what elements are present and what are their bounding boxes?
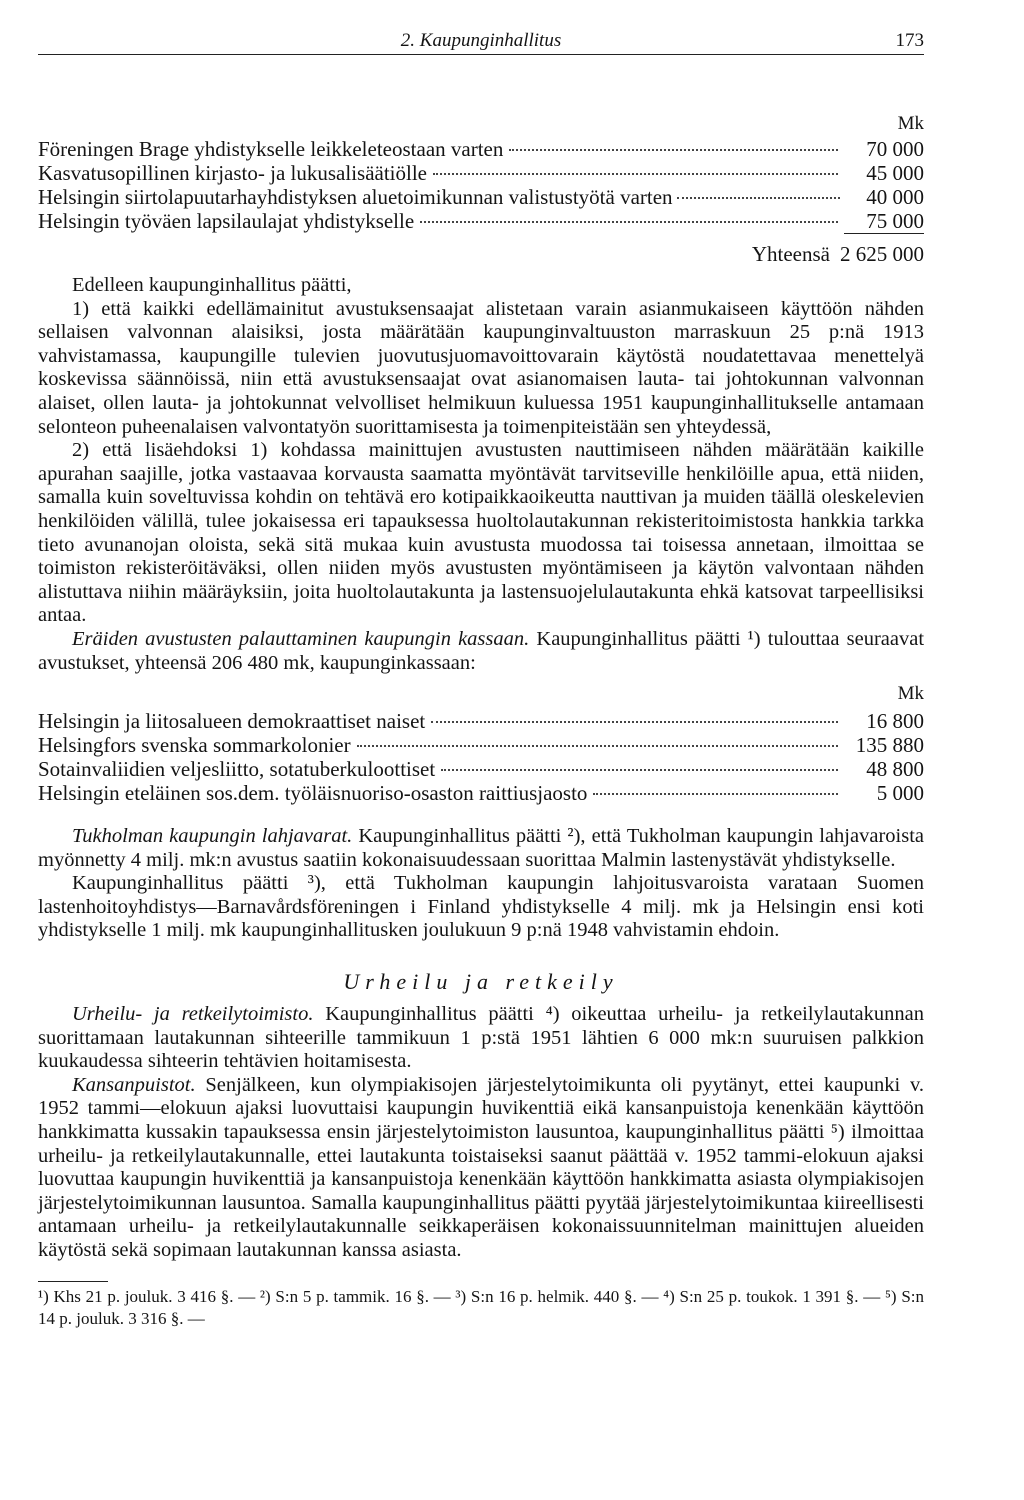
- paragraph: 2) että lisäehdoksi 1) kohdassa mainittujen avustusten nauttimiseen nähden määrätään kaikille apurahan saajille, jotka vastaavaa korvausta saamatta myöntävät tarvitseville henkilöille apua, että niiden, samalla kuin soveltuvissa kohdin on tehtävä ero kotipaikkaoikeutta nauttivan ja muiden täällä oleskelevien henkilöiden välillä, tulee jokaisessa eri tapauksessa huoltolautakunnan rekisteritoimistosta hankkia tarkka tieto avunanojan oloista, sekä sitä mukaa kuin avustusta muodossa tai toisessa annetaan, ilmoittaa se toimiston rekisteröitäväksi, ollen niiden myös avustusten myöntämiseen ja käytön valvontaan nähden alistuttava niihin määräyksiin, joita huoltolautakunta ja lastensuojelulautakunta ehkä katsovat tarpeellisiksi antaa.: [38, 439, 924, 627]
- total-label: Yhteensä: [751, 242, 830, 266]
- table1-total: [38, 242, 924, 266]
- table-row: [38, 209, 924, 234]
- table-row: [38, 161, 924, 185]
- row-label: Helsingin työväen lapsilaulajat yhdistykselle: [38, 209, 415, 233]
- table-row: [38, 137, 924, 161]
- footnote-rule: [38, 1281, 108, 1282]
- returned-grants-table: [38, 709, 924, 805]
- leader-dots: [433, 173, 838, 175]
- paragraph: [38, 1074, 924, 1263]
- paragraph: [38, 1003, 924, 1074]
- page-number: 173: [895, 30, 924, 51]
- paragraph: [38, 825, 924, 872]
- paragraph: Edelleen kaupunginhallitus päätti,: [72, 274, 352, 296]
- paragraph-title: Urheilu- ja retkeilytoimisto.: [72, 1003, 314, 1026]
- row-amount: 135 880: [855, 733, 924, 758]
- paragraph: Kaupunginhallitus päätti ³), että Tukholman kaupungin lahjoitusvaroista varataan Suomen lastenhoitoyhdistys—Barnavårdsföreningen i Finland yhdistykselle 4 milj. mk ja Helsingin ensi koti yhdistykselle 1 milj. mk kaupunginhallitusken joulukuun 9 p:nä 1948 vahvistamin ehdoin.: [38, 872, 924, 942]
- table2-unit: Mk: [897, 683, 924, 705]
- paragraph-title: Kansanpuistot.: [72, 1073, 196, 1096]
- paragraph: [38, 628, 924, 675]
- leader-dots: [593, 793, 838, 795]
- table-row: [38, 781, 924, 805]
- leader-dots: [677, 197, 840, 199]
- row-label: Helsingin siirtolapuutarhayhdistyksen aluetoimikunnan valistustyötä varten: [38, 185, 673, 209]
- row-label: Helsingfors svenska sommarkolonier: [38, 733, 351, 758]
- grants-table: [38, 137, 924, 234]
- row-amount: 48 800: [866, 757, 924, 782]
- row-amount: 40 000: [866, 185, 924, 209]
- row-label: Sotainvaliidien veljesliitto, sotatuberkuloottiset: [38, 757, 436, 782]
- row-label: Kasvatusopillinen kirjasto- ja lukusalisäätiölle: [38, 161, 428, 185]
- table-row: [38, 185, 924, 209]
- leader-dots: [509, 149, 838, 151]
- paragraph-text: Kaupunginhallitus päätti ²), että Tukholman kaupungin lahjavaroista myönnetty 4 milj. mk:n avustus saatiin kokonaisuudessaan suorittaa Malmin lastenystävät yhdistykselle.: [38, 825, 924, 871]
- row-amount: 75 000: [844, 209, 924, 234]
- paragraph-text: Kaupunginhallitus päätti ¹) tulouttaa seuraavat avustukset, yhteensä 206 480 mk, kaupunginkassaan:: [38, 627, 925, 674]
- row-amount: 70 000: [866, 137, 924, 161]
- row-label: Föreningen Brage yhdistykselle leikkeleteostaan varten: [38, 137, 504, 161]
- leader-dots: [357, 745, 838, 747]
- row-amount: 45 000: [866, 161, 924, 185]
- row-amount: 5 000: [876, 781, 924, 806]
- total-amount: 2 625 000: [840, 242, 924, 266]
- row-amount: 16 800: [866, 709, 924, 734]
- paragraph-text: Kaupunginhallitus päätti ⁴) oikeuttaa urheilu- ja retkeilylautakunnan suorittamaan lautakunnan sihteerille tammikuun 1 p:stä 1951 lähtien 6 000 mk:n suuruisen palkkion kuukaudessa sihteerin tehtävien hoitamisesta.: [38, 1003, 924, 1073]
- paragraph: 1) että kaikki edellämainitut avustuksensaajat alistetaan varain asianmukaiseen käyttöön nähden sellaisen valvonnan alaisiksi, josta määrätään kaupunginvaltuuston marraskuun 25 p:nä 1913 vahvistamassa, kaupungille tulevien juovutusjuomavoittovarain käytöstä noudatettavaa menettelyä koskevissa säännöissä, niin että avustuksensaajat ovat asianomaisen lauta- tai johtokunnan valvonnan alaiset, ollen lauta- ja johtokunnat velvolliset helmikuun kuluessa 1951 kaupunginhallitukselle antamaan selonteon puheenalaisen valvontatyön suorittamisesta ja toimenpiteistään sen yhteydessä,: [38, 297, 924, 438]
- row-label: Helsingin eteläinen sos.dem. työläisnuoriso-osaston raittiusjaosto: [38, 781, 588, 806]
- table-row: [38, 757, 924, 781]
- leader-dots: [441, 769, 838, 771]
- paragraph-title: Eräiden avustusten palauttaminen kaupungin kassaan.: [72, 627, 530, 650]
- paragraph-text: Senjälkeen, kun olympiakisojen järjestelytoimikunta oli pyytänyt, ettei kaupunki v. 1952 tammi—elokuun ajaksi luovuttaisi kaupungin huvikenttiä eikä kansanpuistoja kenenkään käyttöön hankkimatta kussakin tapauksessa ensin järjestelytoimiston lausuntoa, kaupunginhallitus päätti ⁵) ilmoittaa urheilu- ja retkeilylautakunnalle, ettei lautakunta toistaiseksi saanut päättää v. 1952 tammi-elokuun ajaksi luovuttaa kaupungin huvikenttiä ja kansanpuistoja kenenkään käyttöön hankkimatta asiasta olympiakisojen järjestelytoimikunnan lausuntoa. Samalla kaupunginhallitus päätti pyytää järjestelytoimikuntaa kiireellisesti antamaan urheilu- ja retkeilylautakunnalle seikkaperäisen kokonaissuunnitelman mainittujen alueiden käytöstä sekä sopimaan lautakunnan kanssa asiasta.: [38, 1073, 925, 1261]
- section-heading: Urheilu ja retkeily: [343, 969, 619, 995]
- paragraph-title: Tukholman kaupungin lahjavarat.: [72, 825, 353, 848]
- leader-dots: [420, 221, 838, 223]
- running-header: [38, 30, 924, 55]
- table-row: [38, 733, 924, 757]
- row-label: Helsingin ja liitosalueen demokraattiset naiset: [38, 709, 426, 734]
- table-row: [38, 709, 924, 733]
- document-page: [38, 30, 924, 1330]
- footnotes: ¹) Khs 21 p. jouluk. 3 416 §. — ²) S:n 5 p. tammik. 16 §. — ³) S:n 16 p. helmik. 440 §. — ⁴) S:n 25 p. toukok. 1 391 §. — ⁵) S:n 14 p. jouluk. 3 316 §. —: [38, 1286, 924, 1328]
- header-title: 2. Kaupunginhallitus: [400, 30, 562, 51]
- leader-dots: [431, 721, 838, 723]
- table1-unit: Mk: [897, 113, 924, 134]
